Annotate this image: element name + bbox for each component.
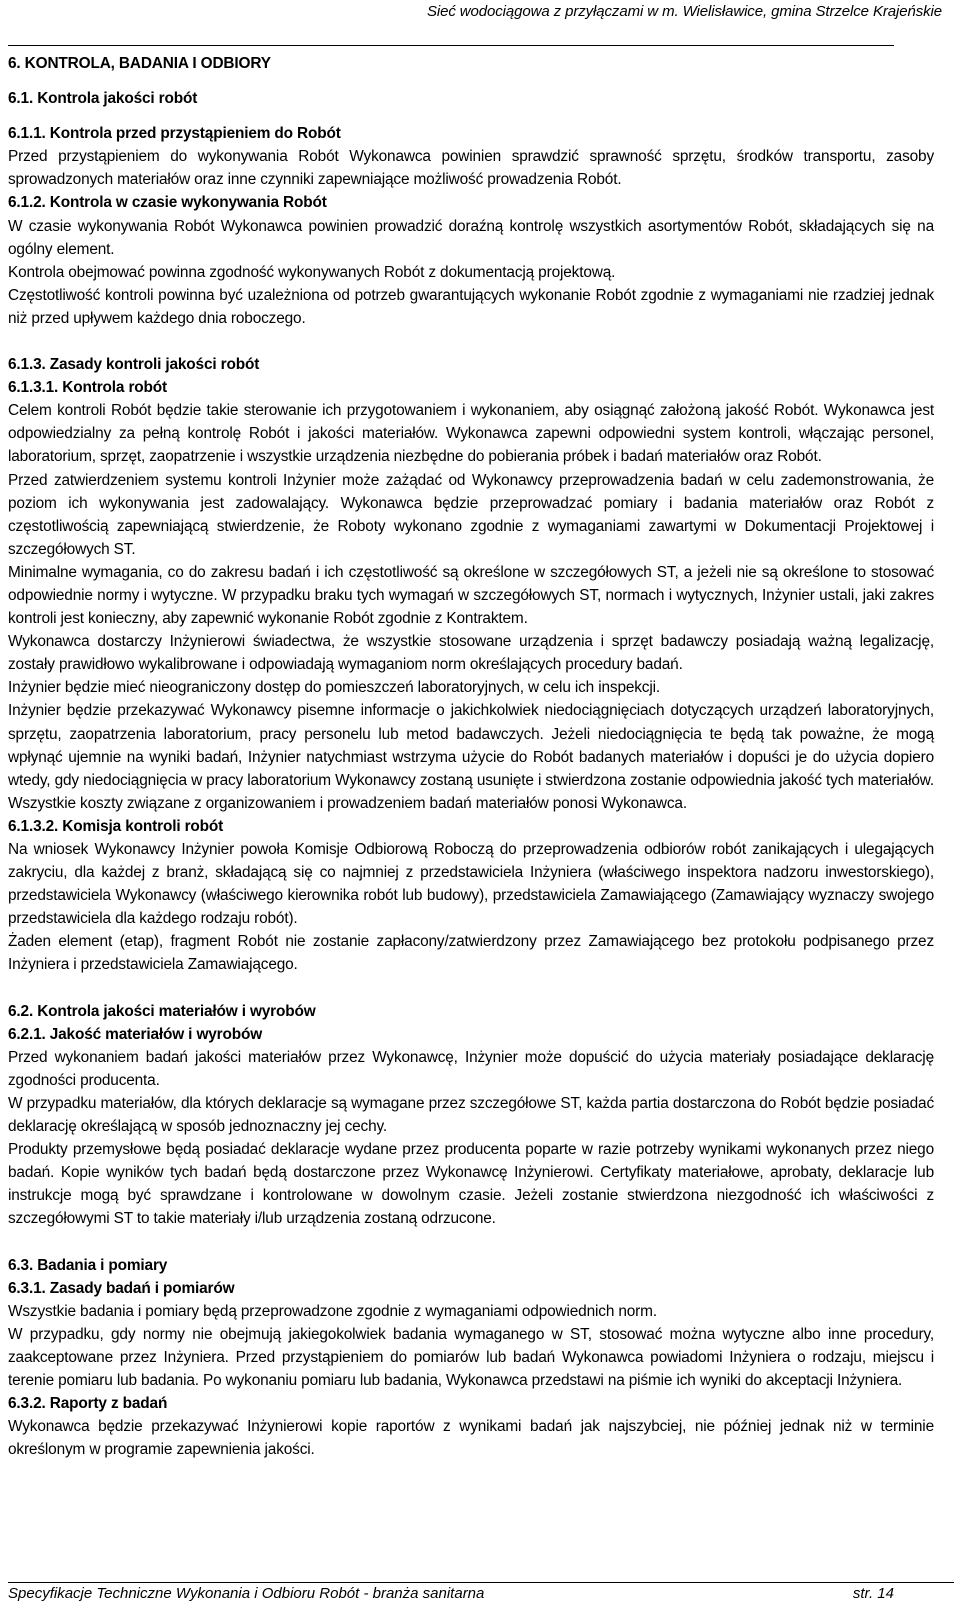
paragraph: Kontrola obejmować powinna zgodność wykonywanych Robót z dokumentacją projektową. <box>8 263 616 281</box>
footer-title: Specyfikacje Techniczne Wykonania i Odbioru Robót - branża sanitarna <box>8 1585 485 1602</box>
page-number: str. 14 <box>852 1585 894 1602</box>
heading-6-3: 6.3. Badania i pomiary <box>8 1256 168 1274</box>
paragraph: Przed zatwierdzeniem systemu kontroli Inżynier może zażądać od Wykonawcy przeprowadzenia badań w celu zademonstrowania, że poziom ich wykonywania jest zadowalający. Wykonawca będzie przeprowadzać pomiary i badania materiałów oraz Robót z częstotliwością zapewniającą stwierdzenie, że Roboty wykonano zgodnie z wymaganiami zawartymi w Dokumentacji Projektowej i szczegółowych ST. <box>8 471 934 558</box>
paragraph: Wszystkie badania i pomiary będą przeprowadzone zgodnie z wymaganiami odpowiednich norm. <box>8 1302 657 1320</box>
paragraph: Przed wykonaniem badań jakości materiałów przez Wykonawcę, Inżynier może dopuścić do użycia materiały posiadające deklarację zgodności producenta. <box>8 1048 934 1089</box>
page-header: Sieć wodociągowa z przyłączami w m. Wielisławice, gmina Strzelce Krajeńskie <box>426 3 942 20</box>
paragraph: Inżynier będzie mieć nieograniczony dostęp do pomieszczeń laboratoryjnych, w celu ich inspekcji. <box>8 679 661 697</box>
paragraph: Celem kontroli Robót będzie takie sterowanie ich przygotowaniem i wykonaniem, aby osiągnąć założoną jakość Robót. Wykonawca jest odpowiedzialny za pełną kontrolę Robót i jakości materiałów. Wykonawca zapewni odpowiedni system kontroli, włączając personel, laboratorium, sprzęt, zaopatrzenie i wszystkie urządzenia niezbędne do pobierania próbek i badań materiałów oraz Robót. <box>8 402 934 466</box>
paragraph: W czasie wykonywania Robót Wykonawca powinien prowadzić doraźną kontrolę wszystkich asortymentów Robót, składających się na ogólny element. <box>8 217 934 258</box>
heading-6-3-2: 6.3.2. Raporty z badań <box>8 1395 168 1413</box>
footer-rule <box>8 1582 954 1583</box>
heading-6-1-3-2: 6.1.3.2. Komisja kontroli robót <box>8 817 224 835</box>
heading-6: 6. KONTROLA, BADANIA I ODBIORY <box>8 55 271 72</box>
document-body <box>8 52 934 1461</box>
heading-6-1-3: 6.1.3. Zasady kontroli jakości robót <box>8 356 260 374</box>
paragraph: W przypadku, gdy normy nie obejmują jakiegokolwiek badania wymaganego w ST, stosować można wytyczne albo inne procedury, zaakceptowane przez Inżyniera. Przed przystąpieniem do pomiarów lub badań Wykonawca powiadomi Inżyniera o rodzaju, miejscu i terenie pomiaru lub badania. Po wykonaniu pomiaru lub badania, Wykonawca przedstawi na piśmie ich wyniki do akceptacji Inżyniera. <box>8 1325 934 1389</box>
heading-6-2-1: 6.2.1. Jakość materiałów i wyrobów <box>8 1025 263 1043</box>
heading-6-1-3-1: 6.1.3.1. Kontrola robót <box>8 379 168 397</box>
paragraph: Produkty przemysłowe będą posiadać deklaracje wydane przez producenta poparte w razie potrzeby wynikami wykonanych przez niego badań. Kopie wyników tych badań będą dostarczone przez Wykonawcę Inżynierowi. Certyfikaty materiałowe, aprobaty, deklaracje lub instrukcje mogą być sprawdzane i kontrolowane w dowolnym czasie. Jeżeli zostanie stwierdzona niezgodność ich właściwości z szczegółowymi ST to takie materiały i/lub urządzenia zostaną odrzucone. <box>8 1141 934 1228</box>
paragraph: Minimalne wymagania, co do zakresu badań i ich częstotliwość są określone w szczegółowych ST, a jeżeli nie są określone to stosować odpowiednie normy i wytyczne. W przypadku braku tych wymagań w szczegółowych ST, normach i wytycznych, Inżynier ustali, jaki zakres kontroli jest konieczny, aby zapewnić wykonanie Robót zgodnie z Kontraktem. <box>8 563 934 628</box>
paragraph: Żaden element (etap), fragment Robót nie zostanie zapłacony/zatwierdzony przez Zamawiającego bez protokołu podpisanego przez Inżyniera i przedstawiciela Zamawiającego. <box>8 933 934 974</box>
header-rule <box>8 45 894 46</box>
paragraph: Wykonawca dostarczy Inżynierowi świadectwa, że wszystkie stosowane urządzenia i sprzęt badawczy posiadają ważną legalizację, zostały prawidłowo wykalibrowane i odpowiadają wymaganiom norm określających procedury badań. <box>8 633 934 674</box>
heading-6-1: 6.1. Kontrola jakości robót <box>8 90 198 108</box>
paragraph: Częstotliwość kontroli powinna być uzależniona od potrzeb gwarantujących wykonanie Robót zgodnie z wymaganiami nie rzadziej jednak niż przed upływem każdego dnia roboczego. <box>8 286 934 327</box>
document-page <box>8 0 954 1609</box>
paragraph: Przed przystąpieniem do wykonywania Robót Wykonawca powinien sprawdzić sprawność sprzętu, środków transportu, zasoby sprowadzonych materiałów oraz inne czynniki zapewniające możliwość prowadzenia Robót. <box>8 148 934 189</box>
heading-6-1-1: 6.1.1. Kontrola przed przystąpieniem do Robót <box>8 125 341 143</box>
heading-6-1-2: 6.1.2. Kontrola w czasie wykonywania Robót <box>8 194 327 212</box>
paragraph: Na wniosek Wykonawcy Inżynier powoła Komisje Odbiorową Roboczą do przeprowadzenia odbiorów robót zanikających i ulegających zakryciu, dla każdej z branż, składającą się co najmniej z przedstawiciela Inżyniera (właściwego inspektora nadzoru inwestorskiego), przedstawiciela Wykonawcy (właściwego kierownika robót lub budowy), przedstawiciela Zamawiającego (Zamawiający wyznaczy swojego przedstawiciela dla każdego rodzaju robót). <box>8 841 934 928</box>
paragraph: W przypadku materiałów, dla których deklaracje są wymagane przez szczegółowe ST, każda partia dostarczona do Robót będzie posiadać deklarację określającą w sposób jednoznaczny jej cechy. <box>8 1094 934 1136</box>
paragraph: Inżynier będzie przekazywać Wykonawcy pisemne informacje o jakichkolwiek niedociągnięciach dotyczących urządzeń laboratoryjnych, sprzętu, zaopatrzenia laboratorium, pracy personelu lub metod badawczych. Jeżeli niedociągnięcia te będą tak poważne, że mogą wpłynąć ujemnie na wyniki badań, Inżynier natychmiast wstrzyma użycie do Robót badanych materiałów i dopuści je do użycia dopiero wtedy, gdy niedociągnięcia w pracy laboratorium Wykonawcy zostaną usunięte i stwierdzona zostanie odpowiednia jakość tych materiałów. Wszystkie koszty związane z organizowaniem i prowadzeniem badań materiałów ponosi Wykonawca. <box>8 702 934 812</box>
heading-6-2: 6.2. Kontrola jakości materiałów i wyrobów <box>8 1002 316 1020</box>
paragraph: Wykonawca będzie przekazywać Inżynierowi kopie raportów z wynikami badań jak najszybciej, nie później jednak niż w terminie określonym w programie zapewnienia jakości. <box>8 1418 934 1459</box>
heading-6-3-1: 6.3.1. Zasady badań i pomiarów <box>8 1279 235 1297</box>
